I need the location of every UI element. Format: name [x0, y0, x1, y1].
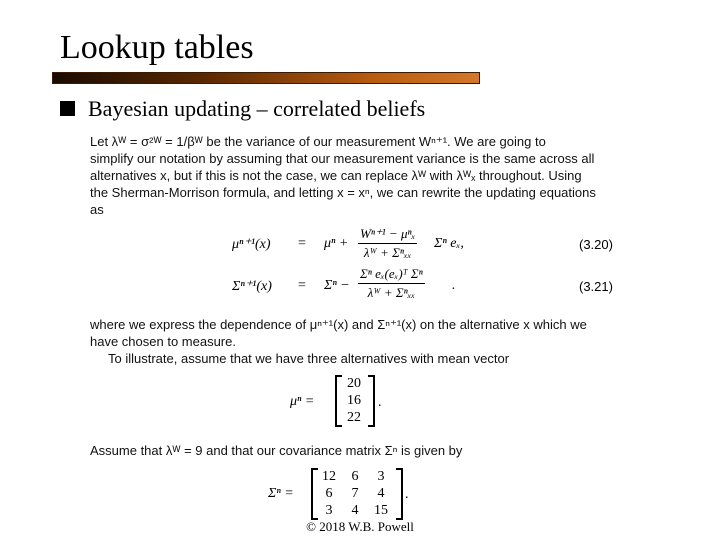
paragraph-line: the Sherman-Morrison formula, and letting x = xⁿ, we can rewrite the updating equations: [90, 185, 596, 200]
paragraph-line: Let λᵂ = σ²ᵂ = 1/βᵂ be the variance of our measurement Wⁿ⁺¹. We are going to: [90, 134, 546, 149]
title-underline: [52, 72, 480, 84]
vector-cell: 22: [347, 410, 361, 425]
copyright-footer: © 2018 W.B. Powell: [306, 519, 414, 534]
eq-numerator: Wⁿ⁺¹ − μⁿₓ: [358, 226, 417, 244]
matrix-bracket: [311, 468, 403, 520]
paragraph-line: To illustrate, assume that we have three alternatives with mean vector: [108, 351, 510, 366]
paragraph-line: have chosen to measure.: [90, 334, 236, 349]
eq-rhs-head: μⁿ +: [324, 236, 349, 251]
eq-lhs: μⁿ⁺¹(x): [232, 237, 271, 252]
matrix-cell: 4: [351, 503, 359, 518]
bullet-square-icon: [60, 101, 75, 116]
eq-rhs-head: Σⁿ −: [324, 278, 350, 293]
paragraph-line: Assume that λᵂ = 9 and that our covariance matrix Σⁿ is given by: [90, 443, 463, 458]
slide-bullet-text: Bayesian updating – correlated beliefs: [88, 96, 426, 121]
matrix-cell: 12: [322, 469, 336, 484]
matrix-cell: 4: [377, 486, 385, 501]
vector-cell: 16: [347, 393, 361, 408]
vector-tail: .: [378, 395, 382, 410]
eq-sign: =: [298, 278, 306, 293]
slide-title: Lookup tables: [60, 29, 254, 66]
matrix-tail: .: [405, 487, 409, 502]
vector-cell: 20: [347, 376, 361, 391]
eq-rhs-tail: .: [452, 278, 456, 293]
eq-number: (3.20): [579, 237, 613, 252]
eq-sign: =: [298, 236, 306, 251]
vector-label: μⁿ =: [290, 394, 315, 409]
matrix-cell: 15: [374, 503, 388, 518]
eq-denominator: λᵂ + Σⁿₓₓ: [363, 245, 412, 260]
matrix-label: Σⁿ =: [268, 486, 294, 501]
paragraph-line: simplify our notation by assuming that our measurement variance is the same across all: [90, 151, 595, 166]
matrix-cell: 6: [325, 486, 333, 501]
paragraph-line: as: [90, 202, 104, 217]
paragraph-line: where we express the dependence of μⁿ⁺¹(x) and Σⁿ⁺¹(x) on the alternative x which we: [90, 317, 587, 332]
matrix-cell: 3: [325, 503, 333, 518]
eq-number: (3.21): [579, 279, 613, 294]
matrix-cell: 6: [351, 469, 359, 484]
vector-bracket: [335, 375, 375, 427]
paragraph-line: alternatives x, but if this is not the case, we can replace λᵂ with λᵂₓ throughout. Using: [90, 168, 582, 183]
matrix-cell: 7: [351, 486, 359, 501]
eq-denominator: λᵂ + Σⁿₓₓ: [367, 285, 416, 300]
eq-rhs-tail: Σⁿ eₓ,: [434, 236, 464, 251]
eq-lhs: Σⁿ⁺¹(x): [232, 279, 272, 294]
matrix-cell: 3: [377, 469, 385, 484]
eq-numerator: Σⁿ eₓ(eₓ)ᵀ Σⁿ: [358, 266, 425, 284]
